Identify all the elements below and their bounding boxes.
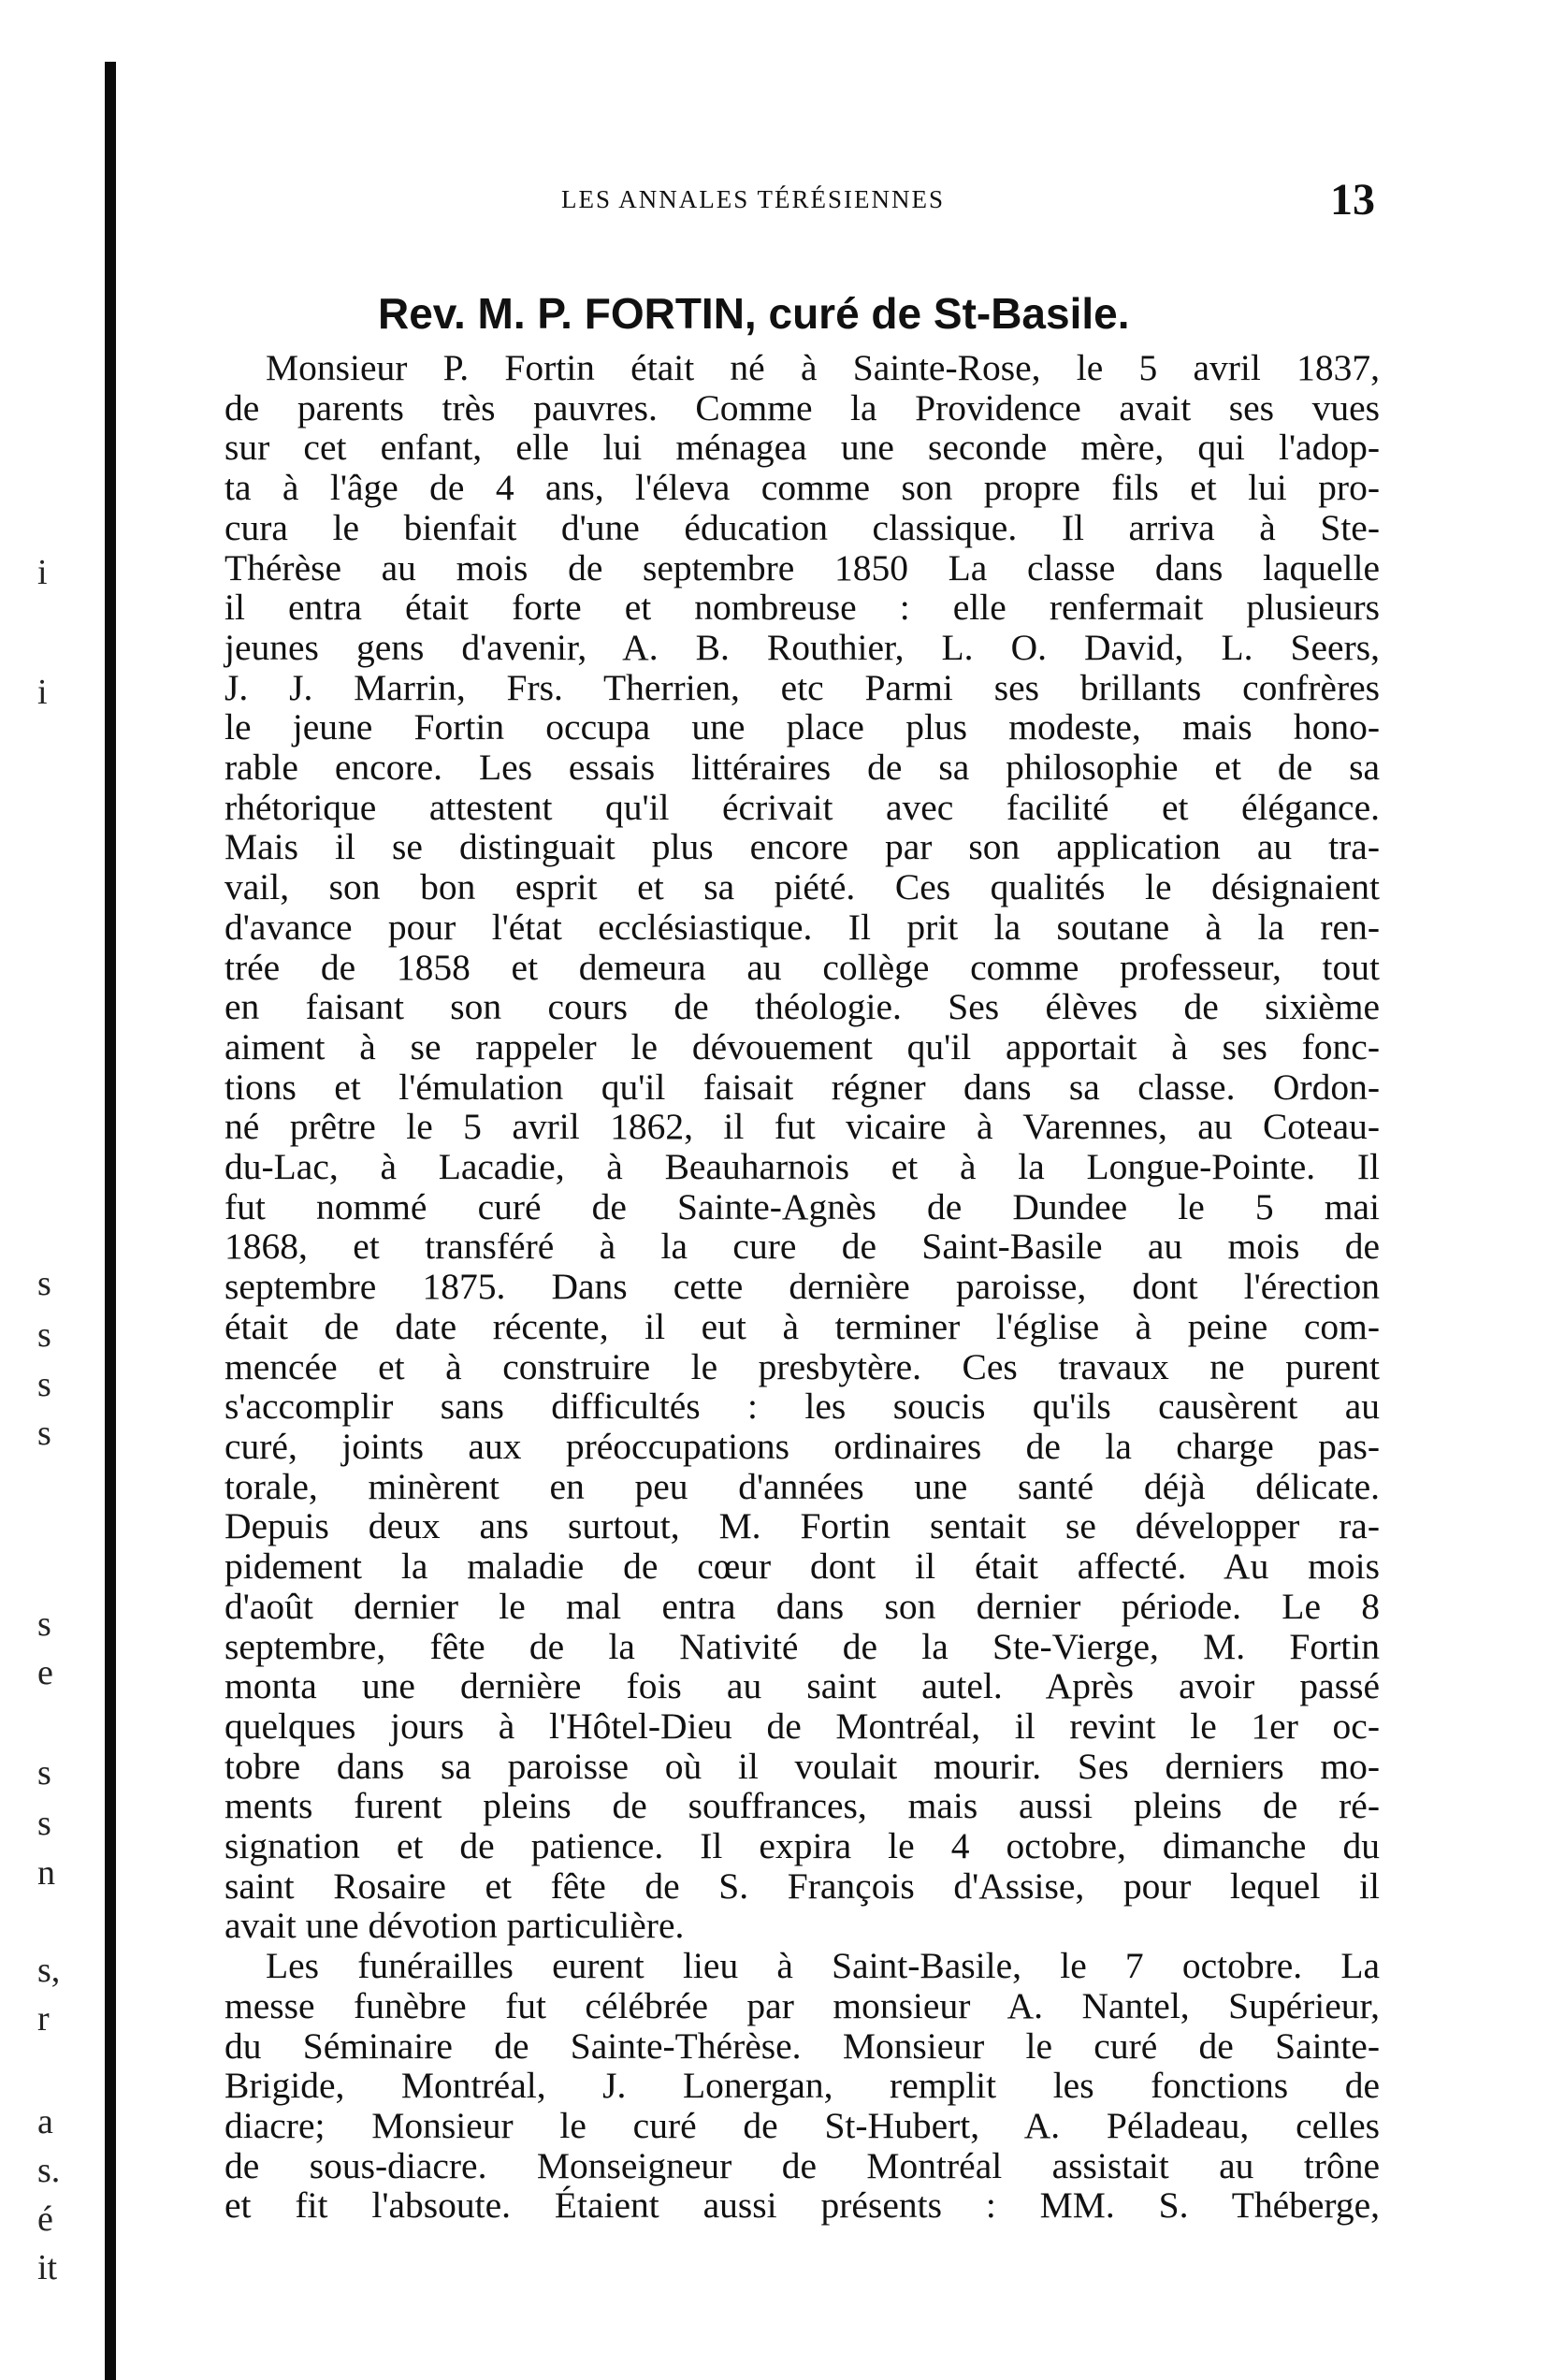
text-line: vail, son bon esprit et sa piété. Ces qualités le désignaient: [224, 866, 1380, 908]
margin-fragment: a: [37, 2102, 53, 2141]
margin-fragment: s,: [37, 1951, 61, 1990]
text-line: Depuis deux ans surtout, M. Fortin sentait se développer ra-: [224, 1505, 1380, 1547]
text-line: rhétorique attestent qu'il écrivait avec facilité et élégance.: [224, 786, 1380, 828]
text-line: diacre; Monsieur le curé de St-Hubert, A. Péladeau, celles: [224, 2104, 1380, 2146]
text-line: rable encore. Les essais littéraires de sa philosophie et de sa: [224, 747, 1380, 789]
text-line: s'accomplir sans difficultés : les soucis qu'ils causèrent au: [224, 1386, 1380, 1428]
text-line: du-Lac, à Lacadie, à Beauharnois et à la Longue-Pointe. Il: [224, 1146, 1380, 1188]
margin-fragment: i: [37, 553, 48, 592]
text-line: ments furent pleins de souffrances, mais aussi pleins de ré-: [224, 1785, 1380, 1827]
text-line: né prêtre le 5 avril 1862, il fut vicaire à Varennes, au Coteau-: [224, 1106, 1380, 1148]
margin-fragment: i: [37, 673, 48, 712]
text-line: était de date récente, il eut à terminer l'église à peine com-: [224, 1305, 1380, 1347]
text-line: messe funèbre fut célébrée par monsieur A. Nantel, Supérieur,: [224, 1984, 1380, 2026]
text-line: aiment à se rappeler le dévouement qu'il apportait à ses fonc-: [224, 1025, 1380, 1067]
text-line: en faisant son cours de théologie. Ses élèves de sixième: [224, 986, 1380, 1028]
text-line: tobre dans sa paroisse où il voulait mourir. Ses derniers mo-: [224, 1745, 1380, 1787]
text-line: jeunes gens d'avenir, A. B. Routhier, L. O. David, L. Seers,: [224, 626, 1380, 668]
text-line: fut nommé curé de Sainte-Agnès de Dundee le 5 mai: [224, 1185, 1380, 1227]
binding-gutter: [105, 62, 116, 2380]
text-line: Mais il se distinguait plus encore par son application au tra-: [224, 826, 1380, 868]
text-line: quelques jours à l'Hôtel-Dieu de Montréal, il revint le 1er oc-: [224, 1705, 1380, 1747]
article-title: Rev. M. P. FORTIN, curé de St-Basile.: [378, 289, 1130, 338]
margin-fragment: s: [37, 1365, 51, 1404]
text-line: sur cet enfant, elle lui ménagea une seconde mère, qui l'adop-: [224, 427, 1380, 469]
text-line: Les funérailles eurent lieu à Saint-Basile, le 7 octobre. La: [266, 1945, 1380, 1987]
margin-fragment: s: [37, 1315, 51, 1355]
margin-fragment: s: [37, 1604, 51, 1644]
text-line: Monsieur P. Fortin était né à Sainte-Rose, le 5 avril 1837,: [266, 347, 1380, 388]
margin-fragment: é: [37, 2199, 53, 2239]
text-line: de parents très pauvres. Comme la Providence avait ses vues: [224, 386, 1380, 428]
margin-fragment: s.: [37, 2151, 61, 2190]
page-number: 13: [1330, 175, 1375, 225]
text-line: le jeune Fortin occupa une place plus modeste, mais hono-: [224, 706, 1380, 748]
text-line: septembre 1875. Dans cette dernière paroisse, dont l'érection: [224, 1266, 1380, 1308]
text-line: d'avance pour l'état ecclésiastique. Il prit la soutane à la ren-: [224, 906, 1380, 948]
text-line: d'août dernier le mal entra dans son dernier période. Le 8: [224, 1585, 1380, 1627]
text-line: Brigide, Montréal, J. Lonergan, remplit les fonctions de: [224, 2065, 1380, 2107]
text-line: Thérèse au mois de septembre 1850 La classe dans laquelle: [224, 546, 1380, 588]
text-line: cura le bienfait d'une éducation classique. Il arriva à Ste-: [224, 506, 1380, 548]
margin-fragment: n: [37, 1853, 55, 1893]
margin-fragment: s: [37, 1753, 51, 1792]
text-line: monta une dernière fois au saint autel. Après avoir passé: [224, 1665, 1380, 1707]
text-line: J. J. Marrin, Frs. Therrien, etc Parmi ses brillants confrères: [224, 666, 1380, 708]
text-line: mencée et à construire le presbytère. Ces travaux ne purent: [224, 1345, 1380, 1387]
text-line: signation et de patience. Il expira le 4 octobre, dimanche du: [224, 1825, 1380, 1867]
text-line: curé, joints aux préoccupations ordinaires de la charge pas-: [224, 1425, 1380, 1467]
margin-fragment: r: [37, 1999, 50, 2039]
text-line: pidement la maladie de cœur dont il était affecté. Au mois: [224, 1546, 1380, 1588]
text-line: du Séminaire de Sainte-Thérèse. Monsieur le curé de Sainte-: [224, 2024, 1380, 2067]
margin-fragment: s: [37, 1264, 51, 1303]
text-line: tions et l'émulation qu'il faisait régner dans sa classe. Ordon-: [224, 1066, 1380, 1108]
margin-fragment: e: [37, 1653, 53, 1692]
margin-fragment: s: [37, 1804, 51, 1843]
running-title: LES ANNALES TÉRÉSIENNES: [561, 185, 946, 213]
text-line: 1868, et transféré à la cure de Saint-Basile au mois de: [224, 1226, 1380, 1268]
text-line: septembre, fête de la Nativité de la Ste-Vierge, M. Fortin: [224, 1625, 1380, 1667]
margin-fragment: s: [37, 1414, 51, 1453]
text-line: de sous-diacre. Monseigneur de Montréal assistait au trône: [224, 2144, 1380, 2186]
text-line: et fit l'absoute. Étaient aussi présents : MM. S. Théberge,: [224, 2184, 1380, 2227]
text-line: il entra était forte et nombreuse : elle renfermait plusieurs: [224, 587, 1380, 629]
text-line: torale, minèrent en peu d'années une santé déjà délicate.: [224, 1465, 1380, 1507]
text-line: ta à l'âge de 4 ans, l'éleva comme son propre fils et lui pro-: [224, 467, 1380, 509]
margin-fragment: it: [37, 2248, 58, 2287]
text-line: avait une dévotion particulière.: [224, 1905, 685, 1947]
article-body: [224, 348, 1380, 2226]
text-line: saint Rosaire et fête de S. François d'Assise, pour lequel il: [224, 1865, 1380, 1907]
facing-page-fragments: [37, 552, 103, 2329]
text-line: trée de 1858 et demeura au collège comme professeur, tout: [224, 946, 1380, 988]
